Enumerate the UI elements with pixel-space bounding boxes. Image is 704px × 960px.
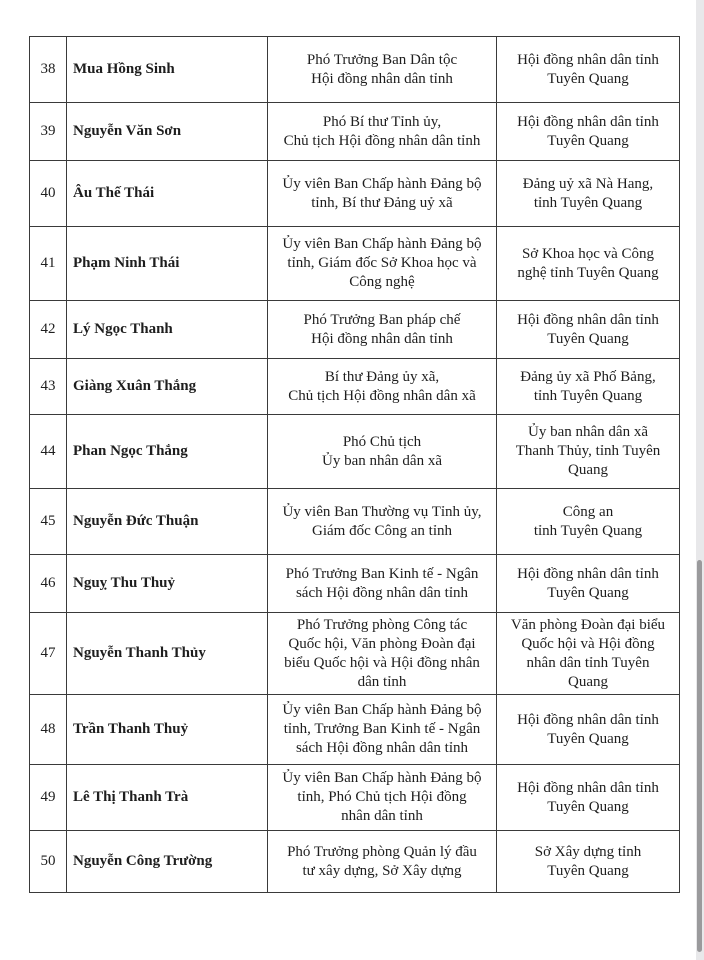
position-line: Phó Bí thư Tỉnh ủy, (322, 113, 442, 130)
position-line: Phó Trưởng phòng Quản lý đầu (287, 843, 477, 860)
organization-line: Văn phòng Đoàn đại biểu (510, 616, 666, 633)
organization-line: Tuyên Quang (547, 584, 629, 601)
position-line: sách Hội đồng nhân dân tỉnh (295, 584, 469, 601)
organization-line: nghệ tỉnh Tuyên Quang (517, 264, 659, 281)
position-line: Phó Chủ tịch (342, 433, 422, 450)
delegate-name-cell: Nguyễn Công Trường (67, 831, 268, 893)
table-row (30, 765, 680, 831)
organization-line: Sở Xây dựng tỉnh (534, 843, 642, 860)
organization-line: tỉnh Tuyên Quang (533, 522, 643, 539)
row-number-cell: 47 (30, 613, 67, 695)
position-line: Ủy viên Ban Chấp hành Đảng bộ (282, 770, 482, 786)
position-cell (268, 161, 497, 227)
organization-line: Hội đồng nhân dân tỉnh (517, 779, 659, 796)
position-line: nhân dân tỉnh (341, 808, 423, 824)
table-row (30, 359, 680, 415)
organization-line: Quang (568, 462, 608, 478)
table-row (30, 161, 680, 227)
position-line: Phó Trưởng phòng Công tác (296, 616, 468, 633)
position-line: Giám đốc Công an tỉnh (312, 522, 452, 539)
organization-line: Thanh Thủy, tỉnh Tuyên (515, 443, 661, 459)
organization-cell (497, 415, 680, 489)
row-number-cell: 41 (30, 227, 67, 301)
position-line: Phó Trưởng Ban Kinh tế - Ngân (285, 565, 479, 582)
position-line: Ủy viên Ban Chấp hành Đảng bộ (282, 175, 482, 192)
row-number-cell: 39 (30, 103, 67, 161)
organization-line: Hội đồng nhân dân tỉnh (517, 565, 659, 582)
table-row (30, 37, 680, 103)
position-line: Chủ tịch Hội đồng nhân dân xã (288, 387, 476, 404)
organization-line: Hội đồng nhân dân tỉnh (517, 711, 659, 728)
table-row (30, 227, 680, 301)
position-line: Ủy viên Ban Thường vụ Tỉnh ủy, (282, 503, 482, 520)
organization-cell (497, 227, 680, 301)
position-line: Phó Trưởng Ban Dân tộc (306, 51, 458, 68)
organization-line: Quang (568, 673, 608, 690)
position-line: Hội đồng nhân dân tỉnh (311, 70, 453, 87)
position-line: Công nghệ (349, 274, 415, 290)
organization-cell (497, 613, 680, 695)
table-row (30, 301, 680, 359)
table-row (30, 555, 680, 613)
table-row (30, 489, 680, 555)
position-line: tỉnh, Bí thư Đảng uỷ xã (311, 194, 453, 211)
organization-line: Đảng ủy xã Phố Bảng, (520, 368, 656, 385)
organization-line: Sở Khoa học và Công (521, 245, 655, 262)
row-number-cell: 38 (30, 37, 67, 103)
position-line: tỉnh, Giám đốc Sở Khoa học và (287, 255, 477, 271)
scrollbar-thumb[interactable] (697, 560, 702, 952)
row-number-cell: 43 (30, 359, 67, 415)
organization-line: Tuyên Quang (547, 798, 629, 815)
table-row (30, 613, 680, 695)
organization-line: tỉnh Tuyên Quang (533, 387, 643, 404)
organization-line: Tuyên Quang (547, 730, 629, 747)
organization-cell (497, 489, 680, 555)
delegate-table (29, 36, 680, 893)
organization-line: Quốc hội và Hội đồng (521, 635, 655, 652)
table-row (30, 103, 680, 161)
organization-line: Tuyên Quang (547, 70, 629, 87)
organization-line: nhân dân tỉnh Tuyên (526, 654, 650, 671)
position-line: Ủy ban nhân dân xã (322, 452, 442, 469)
position-line: Hội đồng nhân dân tỉnh (311, 330, 453, 347)
organization-line: Đảng uỷ xã Nà Hang, (522, 175, 654, 192)
organization-line: tỉnh Tuyên Quang (533, 194, 643, 211)
organization-line: Tuyên Quang (547, 862, 629, 879)
vertical-scrollbar[interactable] (696, 0, 704, 960)
position-cell (268, 227, 497, 301)
delegate-name-cell: Nguyễn Đức Thuận (67, 489, 268, 555)
position-line: Bí thư Đảng ủy xã, (324, 368, 440, 385)
position-line: Ủy viên Ban Chấp hành Đảng bộ (282, 702, 482, 718)
organization-cell (497, 765, 680, 831)
organization-cell (497, 161, 680, 227)
delegate-name-cell: Lý Ngọc Thanh (67, 301, 268, 359)
organization-cell (497, 103, 680, 161)
delegate-name-cell: Mua Hồng Sinh (67, 37, 268, 103)
delegate-name-cell: Phan Ngọc Thắng (67, 415, 268, 489)
organization-cell (497, 555, 680, 613)
position-cell (268, 555, 497, 613)
row-number-cell: 50 (30, 831, 67, 893)
position-cell (268, 613, 497, 695)
organization-line: Tuyên Quang (547, 330, 629, 347)
organization-cell (497, 301, 680, 359)
delegate-name-cell: Nguyễn Văn Sơn (67, 103, 268, 161)
delegate-name-cell: Giàng Xuân Thắng (67, 359, 268, 415)
position-cell (268, 415, 497, 489)
organization-line: Ủy ban nhân dân xã (528, 424, 648, 440)
organization-cell (497, 695, 680, 765)
position-line: tỉnh, Phó Chủ tịch Hội đồng (297, 789, 467, 805)
position-line: Phó Trưởng Ban pháp chế (303, 311, 461, 328)
delegate-name-cell: Phạm Ninh Thái (67, 227, 268, 301)
delegate-name-cell: Lê Thị Thanh Trà (67, 765, 268, 831)
position-line: dân tỉnh (357, 673, 407, 690)
table-row (30, 695, 680, 765)
position-cell (268, 37, 497, 103)
row-number-cell: 49 (30, 765, 67, 831)
position-cell (268, 765, 497, 831)
row-number-cell: 40 (30, 161, 67, 227)
organization-cell (497, 37, 680, 103)
delegate-name-cell: Nguyễn Thanh Thủy (67, 613, 268, 695)
organization-line: Hội đồng nhân dân tỉnh (517, 51, 659, 68)
position-line: Chủ tịch Hội đồng nhân dân tỉnh (283, 132, 481, 149)
organization-cell (497, 359, 680, 415)
delegate-name-cell: Âu Thế Thái (67, 161, 268, 227)
position-cell (268, 489, 497, 555)
row-number-cell: 45 (30, 489, 67, 555)
organization-line: Hội đồng nhân dân tỉnh (517, 113, 659, 130)
delegate-table-body (30, 37, 680, 893)
organization-line: Hội đồng nhân dân tỉnh (517, 311, 659, 328)
row-number-cell: 44 (30, 415, 67, 489)
position-line: Quốc hội, Văn phòng Đoàn đại (288, 635, 476, 652)
row-number-cell: 42 (30, 301, 67, 359)
organization-line: Công an (562, 503, 614, 520)
position-line: tỉnh, Trưởng Ban Kinh tế - Ngân (283, 721, 481, 737)
position-cell (268, 695, 497, 765)
row-number-cell: 48 (30, 695, 67, 765)
delegate-name-cell: Trần Thanh Thuỷ (67, 695, 268, 765)
organization-line: Tuyên Quang (547, 132, 629, 149)
position-cell (268, 359, 497, 415)
organization-cell (497, 831, 680, 893)
position-cell (268, 301, 497, 359)
position-line: sách Hội đồng nhân dân tỉnh (295, 740, 469, 756)
position-line: biểu Quốc hội và Hội đồng nhân (284, 654, 480, 671)
row-number-cell: 46 (30, 555, 67, 613)
table-row (30, 831, 680, 893)
table-row (30, 415, 680, 489)
position-cell (268, 831, 497, 893)
delegate-name-cell: Nguỵ Thu Thuỷ (67, 555, 268, 613)
position-line: tư xây dựng, Sở Xây dựng (302, 862, 462, 879)
position-line: Ủy viên Ban Chấp hành Đảng bộ (282, 236, 482, 252)
position-cell (268, 103, 497, 161)
